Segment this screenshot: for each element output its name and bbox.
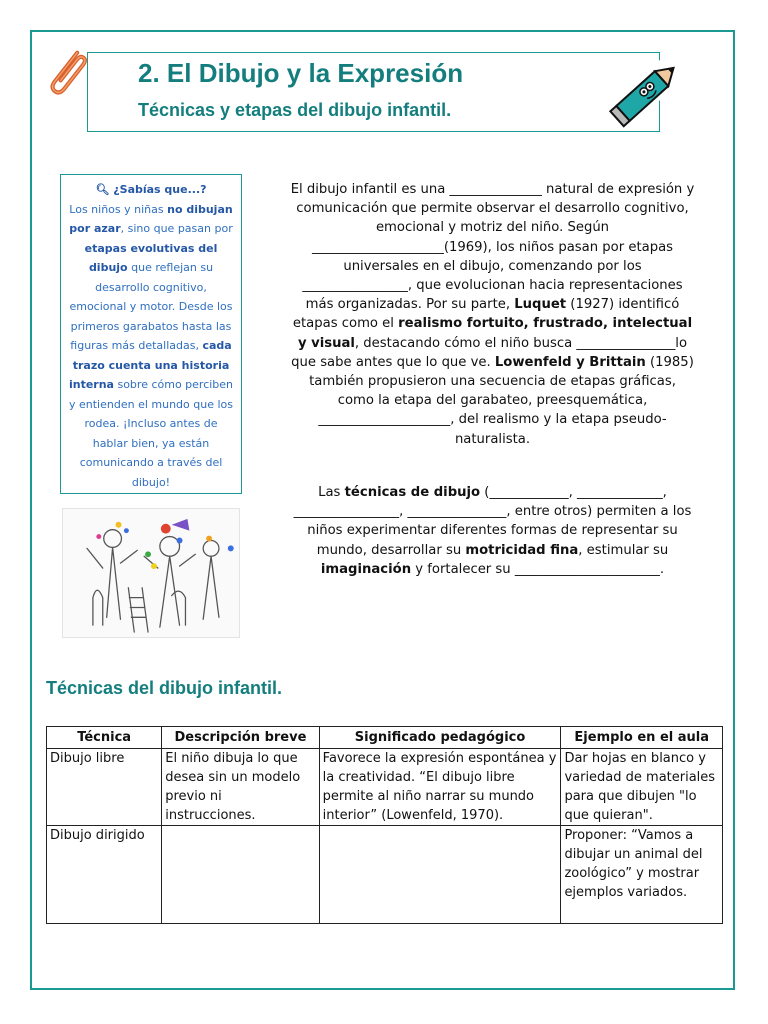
sabias-que-callout — [60, 174, 242, 494]
table-cell[interactable]: Dibujo libre — [47, 749, 162, 826]
header-significado: Significado pedagógico — [319, 727, 561, 749]
table-cell[interactable] — [319, 826, 561, 924]
page-title: 2. El Dibujo y la Expresión — [138, 58, 464, 88]
intro-paragraph: El dibujo infantil es una ______________ natural de expresión y comunicación que permite observar el desarrollo cognitivo, emocional y motriz del niño. Según ____________________(1969), los niños pasan por etapas universales en el dibujo, comenzando por los ________________, que evolucionan hacia representaciones más organizadas. Por su parte, Luquet (1927) identificó etapas como el realismo fortuito, frustrado, intelectual y visual, destacando cómo el niño busca _______________lo que sabe antes que lo que ve. Lowenfeld y Brittain (1985) también propusieron una secuencia de etapas gráficas, como la etapa del garabateo, preesquemática, ____________________, del realismo y la etapa pseudo-naturalista. — [290, 182, 695, 447]
table-row — [47, 749, 723, 826]
pencil-character-icon — [604, 50, 694, 130]
table-row — [47, 826, 723, 924]
table-cell[interactable]: El niño dibuja lo que desea sin un modelo previo ni instrucciones. — [162, 749, 319, 826]
page-subtitle: Técnicas y etapas del dibujo infantil. — [138, 100, 452, 120]
header-ejemplo: Ejemplo en el aula — [561, 727, 723, 749]
callout-text: Los niños y niñas no dibujan por azar, sino que pasan por etapas evolutivas del dibujo que reflejan su desarrollo cognitivo, emocional y motor. Desde los primeros garabatos hasta las figuras más detalladas, cada trazo cuenta una historia interna sobre cómo perciben y entienden el mundo que los rodea. ¡Incluso antes de hablar bien, ya están comunicando a través del dibujo! — [68, 202, 234, 489]
table-cell[interactable]: Dibujo dirigido — [47, 826, 162, 924]
table-cell[interactable] — [162, 826, 319, 924]
header-descripcion: Descripción breve — [162, 727, 319, 749]
header-tecnica: Técnica — [47, 727, 162, 749]
techniques-table — [46, 726, 723, 924]
table-cell[interactable]: Dar hojas en blanco y variedad de materiales para que dibujen "lo que quieran". — [561, 749, 723, 826]
magnifier-icon: 🔍︎ — [95, 183, 110, 196]
sabias-heading: 🔍︎ ¿Sabías que...? — [95, 183, 207, 196]
section-title: Técnicas del dibujo infantil. — [46, 678, 283, 698]
table-header-row — [47, 727, 723, 749]
child-drawing-image — [62, 508, 240, 638]
table-cell[interactable]: Proponer: “Vamos a dibujar un animal del zoológico” y mostrar ejemplos variados. — [561, 826, 723, 924]
techniques-paragraph: Las técnicas de dibujo (____________, _____________, ________________, _______________, entre otros) permiten a los niños experimentar diferentes formas de representar su mundo, desarrollar su motricidad fina, estimular su imaginación y fortalecer su ______________________. — [293, 485, 692, 577]
table-cell[interactable]: Favorece la expresión espontánea y la creatividad. “El dibujo libre permite al niño narrar su mundo interior” (Lowenfeld, 1970). — [319, 749, 561, 826]
